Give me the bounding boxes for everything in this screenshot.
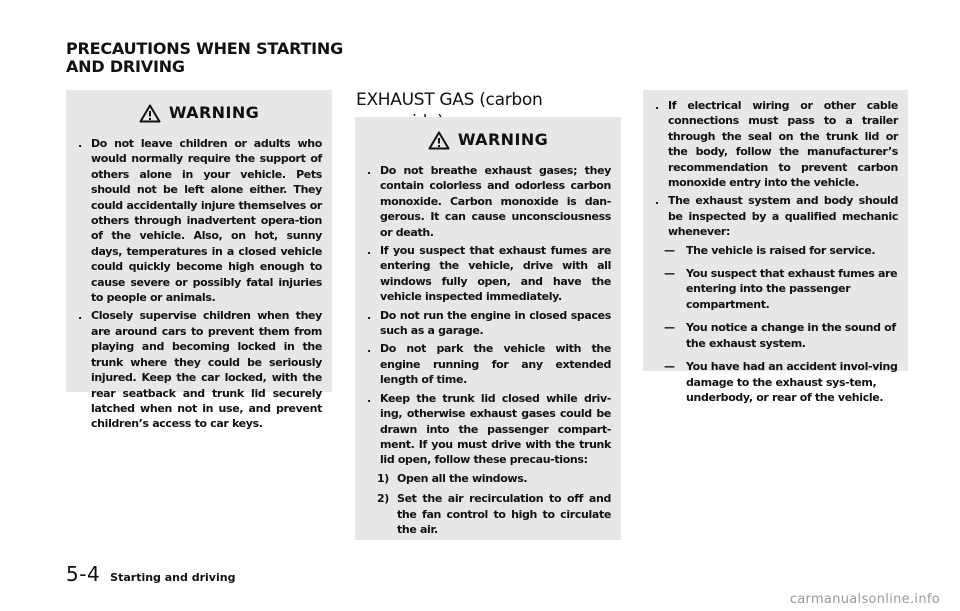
bullet-mark: .: [367, 342, 371, 356]
warning-triangle-icon: [139, 104, 161, 123]
dash-mark: —: [664, 267, 675, 281]
warning-box-exhaust-continued: [643, 90, 908, 404]
warning-label: WARNING: [457, 130, 549, 150]
step-number: 2): [377, 492, 389, 506]
dash-mark: —: [664, 360, 675, 374]
bullet-mark: .: [367, 308, 371, 322]
warning-box-exhaust: [355, 117, 621, 540]
condition-item: [664, 266, 898, 312]
watermark: carmanualsonline.info: [789, 592, 940, 607]
bullet-mark: .: [655, 194, 659, 208]
condition-item: [664, 359, 898, 405]
warning-triangle-icon: [428, 131, 450, 150]
numbered-step: [377, 471, 611, 486]
warning-box-children: [66, 90, 332, 431]
warning-label: WARNING: [168, 103, 260, 123]
step-text: Open all the windows.: [397, 471, 528, 485]
section-title: EXHAUST GAS (carbon: [356, 90, 543, 110]
bullet-mark: .: [78, 309, 82, 323]
step-number: 1): [377, 471, 389, 485]
list-item-text: The exhaust system and body should be inspected by a qualified mechanic whenever:: [668, 194, 898, 239]
list-item-text: Do not leave children or adults who would normally require the support of others alone in your vehicle. Pets should not be left alone either. They could accidentally injure themselves or others through inadvertent opera-tion of the vehicle. Also, on hot, sunny days, temperatures in a closed vehicle could quickly become high enough to cause severe or possibly fatal injuries to people or animals.: [91, 137, 322, 305]
condition-text: You have had an accident invol-ving damage to the exhaust sys-tem, underbody, or rear of the vehicle.: [686, 360, 898, 404]
condition-text: The vehicle is raised for service.: [686, 243, 876, 257]
list-item-text: Keep the trunk lid closed while driv-ing, otherwise exhaust gases could be drawn into the passenger compart-ment. If you must drive with the trunk lid open, follow these precau-tions:: [380, 391, 611, 467]
list-item-text: Closely supervise children when they are around cars to prevent them from playing and becoming locked in the trunk where they could be seriously injured. Keep the car locked, with the rear seatback and trunk lid securely latched when not in use, and prevent children’s access to car keys.: [91, 309, 322, 431]
condition-item: [664, 243, 898, 258]
numbered-step: [377, 491, 611, 537]
list-item: [367, 243, 611, 305]
list-item: [655, 193, 898, 239]
dash-mark: —: [664, 321, 675, 335]
bullet-mark: .: [655, 99, 659, 112]
page-number: 5-4: [66, 562, 101, 586]
condition-text: You suspect that exhaust fumes are entering into the passenger compartment.: [686, 267, 898, 311]
list-item-text: Do not park the vehicle with the engine running for any extended length of time.: [380, 342, 611, 387]
list-item-text: If electrical wiring or other cable connections must pass to a trailer through the seal on the trunk lid or the body, follow the manufacturer’s recommendation to prevent carbon monoxide entry into the vehicle.: [668, 99, 898, 190]
list-item: [78, 308, 322, 431]
condition-text: You notice a change in the sound of the exhaust system.: [686, 321, 896, 350]
list-item: [367, 391, 611, 468]
warning-header: [355, 117, 621, 163]
bullet-mark: .: [367, 391, 371, 405]
warning-header: [66, 90, 332, 136]
bullet-mark: .: [78, 137, 82, 150]
bullet-mark: .: [367, 244, 371, 258]
step-text: Set the air recirculation to off and the fan control to high to circulate the air.: [397, 492, 611, 536]
list-item: [367, 163, 611, 240]
list-item: [655, 98, 898, 190]
list-item: [367, 341, 611, 387]
page-heading: PRECAUTIONS WHEN STARTING AND DRIVING: [66, 39, 344, 76]
dash-mark: —: [664, 243, 675, 257]
page-footer: [66, 562, 235, 586]
list-item-text: If you suspect that exhaust fumes are entering the vehicle, drive with all windows fully open, and have the vehicle inspected immediately.: [380, 244, 611, 304]
list-item: [78, 136, 322, 305]
list-item: [367, 308, 611, 339]
footer-section-title: Starting and driving: [110, 571, 236, 584]
list-item-text: Do not run the engine in closed spaces such as a garage.: [380, 308, 611, 338]
condition-item: [664, 320, 898, 351]
bullet-mark: .: [367, 164, 371, 177]
list-item-text: Do not breathe exhaust gases; they contain colorless and odorless carbon monoxide. Carbon monoxide is dan-gerous. It can cause unconsciousness or death.: [380, 164, 611, 239]
